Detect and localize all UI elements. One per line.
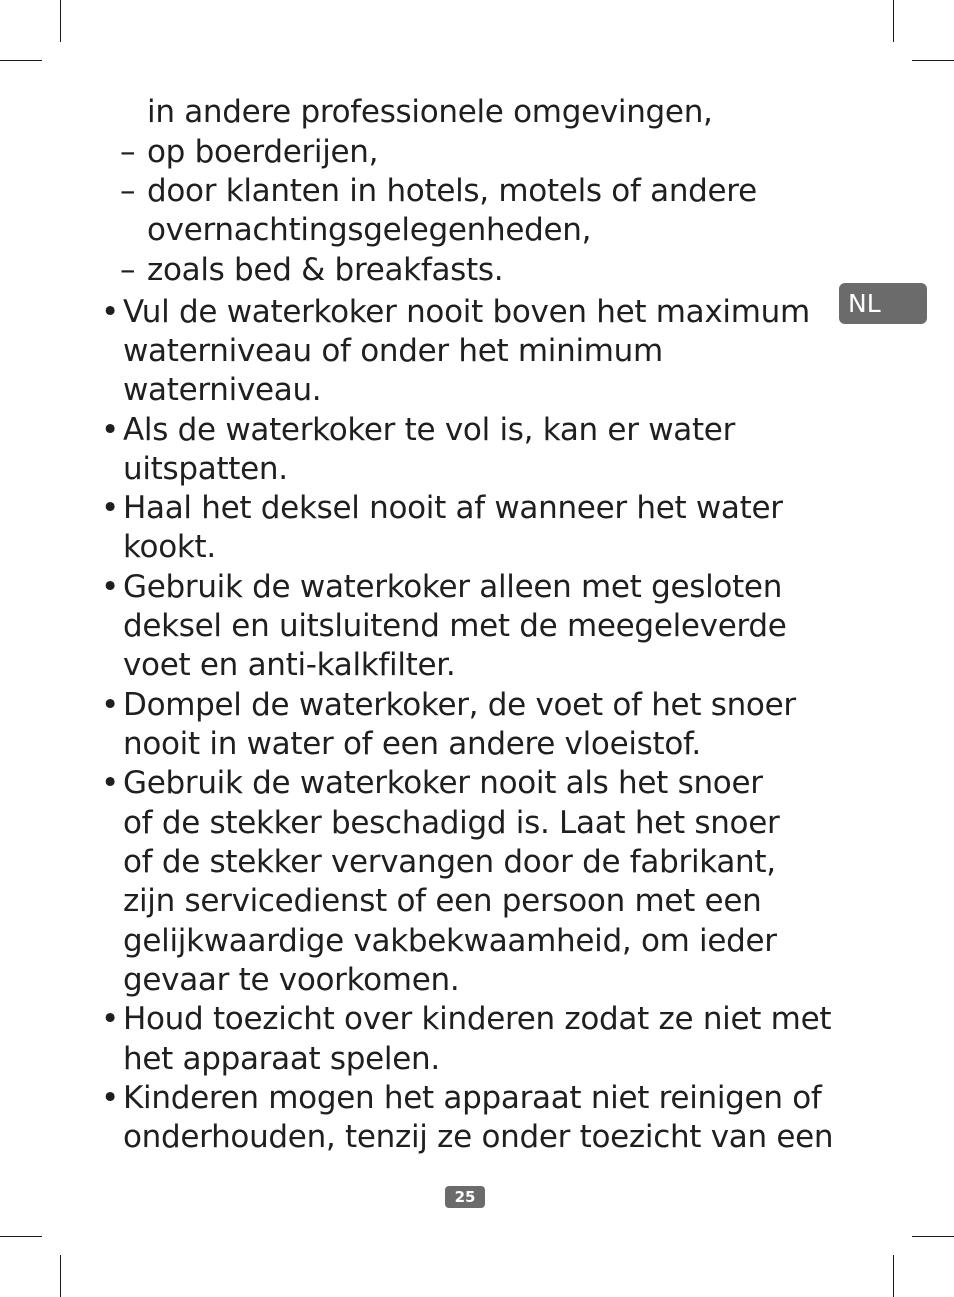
bullet-icon: • xyxy=(101,412,120,448)
bullet-line: waterniveau. xyxy=(123,372,322,408)
bullet-line: Kinderen mogen het apparaat niet reinigen of xyxy=(123,1080,822,1116)
bullet-line: Gebruik de waterkoker alleen met gesloten xyxy=(123,569,783,605)
bullet-line: voet en anti-kalkfilter. xyxy=(123,647,456,683)
bullet-line: kookt. xyxy=(123,529,216,565)
bullet-line: nooit in water of een andere vloeistof. xyxy=(123,726,701,762)
bullet-line: Dompel de waterkoker, de voet of het snoer xyxy=(123,687,796,723)
bullet-line: onderhouden, tenzij ze onder toezicht van een xyxy=(123,1119,834,1155)
sub-item-line: door klanten in hotels, motels of andere xyxy=(147,173,757,209)
crop-mark-bottom-left-vertical xyxy=(60,1255,61,1297)
bullet-icon: • xyxy=(101,1080,120,1116)
bullet-line: gelijkwaardige vakbekwaamheid, om ieder xyxy=(123,923,777,959)
dash-marker: – xyxy=(120,173,136,209)
bullet-line: Als de waterkoker te vol is, kan er water xyxy=(123,412,736,448)
bullet-line: of de stekker vervangen door de fabrikant, xyxy=(123,844,776,880)
bullet-line: zijn servicedienst of een persoon met een xyxy=(123,883,762,919)
bullet-line: Vul de waterkoker nooit boven het maximum xyxy=(123,294,810,330)
crop-mark-top-left-vertical xyxy=(60,0,61,42)
sub-item-line: op boerderijen, xyxy=(147,134,379,170)
bullet-line: waterniveau of onder het minimum xyxy=(123,333,663,369)
bullet-line: of de stekker beschadigd is. Laat het snoer xyxy=(123,805,780,841)
bullet-icon: • xyxy=(101,294,120,330)
bullet-line: gevaar te voorkomen. xyxy=(123,962,460,998)
bullet-icon: • xyxy=(101,687,120,723)
bullet-icon: • xyxy=(101,569,120,605)
bullet-icon: • xyxy=(101,765,120,801)
crop-mark-bottom-right-horizontal xyxy=(912,1236,954,1237)
crop-mark-top-left-horizontal xyxy=(0,60,42,61)
bullet-line: deksel en uitsluitend met de meegeleverde xyxy=(123,608,787,644)
bullet-icon: • xyxy=(101,490,120,526)
bullet-icon: • xyxy=(101,1001,120,1037)
bullet-line: Haal het deksel nooit af wanneer het water xyxy=(123,490,783,526)
dash-marker: – xyxy=(120,252,136,288)
page-number: 25 xyxy=(445,1186,485,1208)
crop-mark-top-right-vertical xyxy=(893,0,894,42)
bullet-line: het apparaat spelen. xyxy=(123,1041,440,1077)
bullet-line: Gebruik de waterkoker nooit als het snoer xyxy=(123,765,763,801)
bullet-line: Houd toezicht over kinderen zodat ze niet met xyxy=(123,1001,832,1037)
bullet-line: uitspatten. xyxy=(123,451,288,487)
crop-mark-bottom-right-vertical xyxy=(893,1255,894,1297)
sub-item-line: in andere professionele omgevingen, xyxy=(147,94,713,130)
crop-mark-bottom-left-horizontal xyxy=(0,1236,42,1237)
dash-marker: – xyxy=(120,134,136,170)
sub-item-line: zoals bed & breakfasts. xyxy=(147,252,504,288)
sub-item-line: overnachtingsgelegenheden, xyxy=(147,212,592,248)
crop-mark-top-right-horizontal xyxy=(912,60,954,61)
language-tab: NL xyxy=(839,283,927,324)
